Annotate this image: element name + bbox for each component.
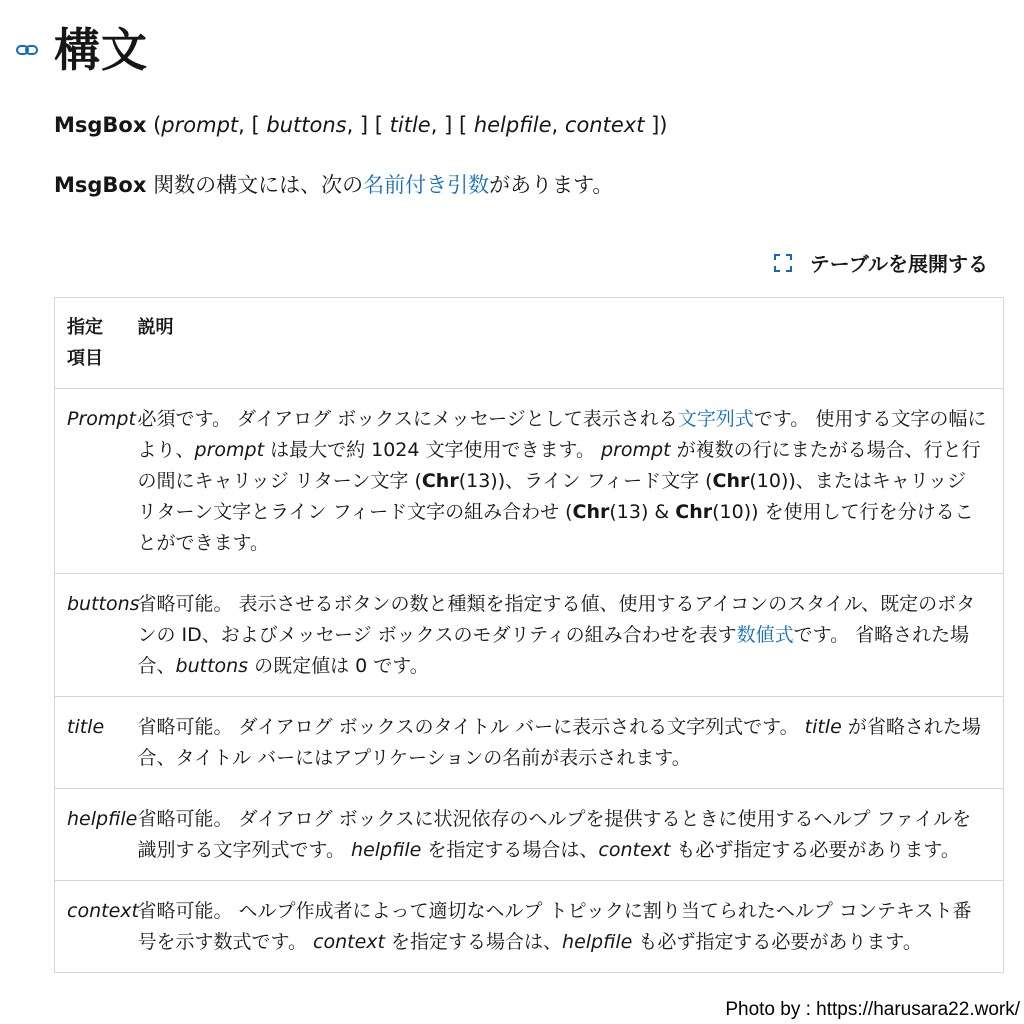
parameter-description [126, 789, 1004, 881]
description-text: 省略可能。 表示させるボタンの数と種類を指定する値、使用するアイコンのスタイル、既定のボタンの ID、およびメッセージ ボックスのモダリティの組み合わせを表す [137, 593, 976, 646]
syntax-arg-title: title [389, 113, 431, 137]
parameter-reference: title [804, 716, 842, 738]
description-text: です。 使用する文字の幅により、 [137, 408, 987, 461]
parameter-description [126, 389, 1004, 574]
syntax-text: ]) [644, 113, 668, 137]
parameters-table [54, 297, 1004, 973]
function-reference: Chr [421, 470, 459, 492]
syntax-arg-context: context [564, 113, 645, 137]
table-row [55, 574, 1004, 697]
named-arguments-link[interactable]: 名前付き引数 [363, 173, 490, 197]
parameter-reference: buttons [175, 655, 249, 677]
expression-link[interactable]: 数値式 [736, 624, 794, 646]
description-text: (10))、またはキャリッジ リターン文字とライン フィード文字の組み合わせ ( [137, 470, 967, 523]
parameter-name: helpfile [55, 789, 126, 881]
parameter-name: context [55, 881, 126, 973]
function-reference: Chr [675, 501, 713, 523]
description-text: (10)) を使用して行を分けることができます。 [137, 501, 974, 554]
syntax-arg-prompt: prompt [161, 113, 239, 137]
description-text: (13) & [609, 501, 676, 523]
table-header-row [55, 298, 1004, 389]
expand-icon [774, 254, 792, 272]
description-text: が複数の行にまたがる場合、行と行の間にキャリッジ リターン文字 ( [137, 439, 981, 492]
description-text: 必須です。 ダイアログ ボックスにメッセージとして表示される [137, 408, 678, 430]
parameter-description [126, 697, 1004, 789]
table-row [55, 881, 1004, 973]
page-title: 構文 [54, 23, 148, 77]
description-text: 省略可能。 ダイアログ ボックスのタイトル バーに表示される文字列式です。 [137, 716, 805, 738]
description-text: 関数の構文には、次の [146, 173, 364, 197]
syntax-text: ( [146, 113, 162, 137]
link-icon[interactable] [14, 37, 40, 63]
parameter-name: Prompt [55, 389, 126, 574]
syntax-text: , [551, 113, 565, 137]
expression-link[interactable]: 文字列式 [677, 408, 754, 430]
table-row [55, 789, 1004, 881]
table-row [55, 697, 1004, 789]
parameter-reference: context [313, 931, 385, 953]
syntax-function-name: MsgBox [54, 113, 147, 137]
description-text: が省略された場合、タイトル バーにはアプリケーションの名前が表示されます。 [137, 716, 981, 769]
table-row [55, 389, 1004, 574]
parameter-name: title [55, 697, 126, 789]
description-text: の既定値は 0 です。 [248, 655, 429, 677]
description-text: も必ず指定する必要があります。 [670, 839, 960, 861]
function-reference: Chr [572, 501, 610, 523]
description-text: は最大で約 1024 文字使用できます。 [264, 439, 602, 461]
column-header-description: 説明 [126, 298, 1004, 389]
parameter-description [126, 574, 1004, 697]
syntax-text: , [ [238, 113, 267, 137]
expand-table-label: テーブルを展開する [809, 252, 988, 276]
parameter-description [126, 881, 1004, 973]
description-text: を指定する場合は、 [384, 931, 563, 953]
description-text: も必ず指定する必要があります。 [632, 931, 922, 953]
description-text: 省略可能。 ダイアログ ボックスに状況依存のヘルプを提供するときに使用するヘルプ ファイルを識別する文字列式です。 [137, 808, 972, 861]
parameter-reference: prompt [194, 439, 265, 461]
column-header-item: 指定項目 [55, 298, 126, 389]
description-function-name: MsgBox [54, 173, 147, 197]
syntax-arg-buttons: buttons [266, 113, 347, 137]
parameter-reference: prompt [601, 439, 671, 461]
syntax-line [54, 110, 668, 140]
photo-credit: Photo by : https://harusara22.work/ [719, 997, 1024, 1024]
parameter-reference: context [598, 839, 671, 861]
description-text: です。 省略された場合、 [137, 624, 970, 677]
description-text: (13))、ライン フィード文字 ( [458, 470, 713, 492]
parameter-reference: helpfile [562, 931, 633, 953]
description-text: を指定する場合は、 [421, 839, 599, 861]
syntax-text: , ] [ [346, 113, 390, 137]
syntax-text: , ] [ [430, 113, 474, 137]
description-text: があります。 [489, 173, 614, 197]
heading-row [14, 20, 148, 80]
expand-table-button[interactable] [774, 248, 988, 277]
parameter-name: buttons [55, 574, 126, 697]
syntax-description [54, 170, 613, 200]
syntax-arg-helpfile: helpfile [473, 113, 552, 137]
description-text: 省略可能。 ヘルプ作成者によって適切なヘルプ トピックに割り当てられたヘルプ コンテキスト番号を示す数式です。 [137, 900, 972, 953]
parameter-reference: helpfile [351, 839, 422, 861]
function-reference: Chr [712, 470, 750, 492]
